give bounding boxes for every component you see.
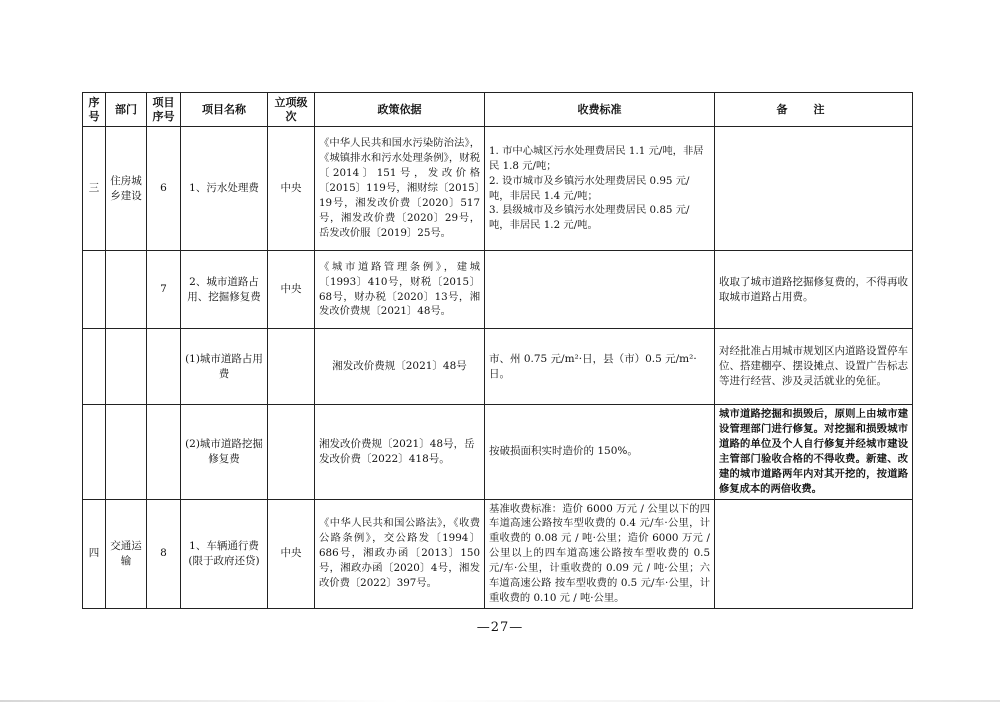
header-policy: 政策依据	[315, 93, 485, 127]
cell-item-no	[147, 405, 181, 500]
cell-item-no	[147, 329, 181, 405]
cell-level: 中央	[268, 251, 315, 329]
cell-policy: 《城市道路管理条例》，建城〔1993〕410号，财税〔2015〕68号，财办税〔2020〕13号，湘发改价费规〔2021〕48号。	[315, 251, 485, 329]
page-number: —27—	[476, 620, 524, 635]
cell-item-no: 6	[147, 127, 181, 251]
cell-item-name: 1、污水处理费	[181, 127, 268, 251]
cell-policy: 《中华人民共和国水污染防治法》，《城镇排水和污水处理条例》，财税〔2014〕151号，发改价格〔2015〕119号，湘财综〔2015〕19号，湘发改价费〔2020〕517号，湘发改价费〔2020〕29号，岳发改价服〔2019〕25号。	[315, 127, 485, 251]
cell-item-name: (2)城市道路挖掘修复费	[181, 405, 268, 500]
cell-item-no: 8	[147, 499, 181, 608]
header-remarks: 备注	[715, 93, 913, 127]
cell-dept	[106, 251, 147, 329]
cell-remarks: 对经批准占用城市规划区内道路设置停车位、搭建棚亭、摆设摊点、设置广告标志等进行经营、涉及灵活就业的免征。	[715, 329, 913, 405]
standard-line: 1. 市中心城区污水处理费居民 1.1 元/吨，非居民 1.8 元/吨；	[489, 144, 704, 172]
cell-item-name: 1、车辆通行费(限于政府还贷)	[181, 499, 268, 608]
cell-item-name: 2、城市道路占用、挖掘修复费	[181, 251, 268, 329]
header-seq: 序号	[83, 93, 106, 127]
header-item-no: 项目序号	[147, 93, 181, 127]
scan-edge-artifact	[0, 700, 1000, 702]
cell-policy: 湘发改价费规〔2021〕48号，岳发改价费〔2022〕418号。	[315, 405, 485, 500]
cell-remarks: 城市道路挖掘和损毁后，原则上由城市建设管理部门进行修复。对挖掘和损毁城市道路的单位及个人自行修复并经城市建设主管部门验收合格的不得收费。新建、改建的城市道路两年内对其开挖的，按道路修复成本的两倍收费。	[715, 405, 913, 500]
cell-seq	[83, 251, 106, 329]
cell-standard: 市、州 0.75 元/m²·日，县（市）0.5 元/m²·日。	[485, 329, 715, 405]
fee-table	[82, 92, 913, 609]
header-item-name: 项目名称	[181, 93, 268, 127]
cell-seq	[83, 405, 106, 500]
table-row	[83, 405, 913, 500]
cell-standard: 基准收费标准：造价 6000 万元 / 公里以下的四车道高速公路按车型收费的 0.4 元/车·公里，计重收费的 0.08 元 / 吨·公里；造价 6000 万元 / 公里以上的四车道高速公路按车型收费的 0.5 元/车·公里，计重收费的 0.09 元 / 吨·公里；六车道高速公路 按车型收费的 0.5 元/车·公里，计重收费的 0.10 元 / 吨·公里。	[485, 499, 715, 608]
table-row	[83, 329, 913, 405]
cell-dept	[106, 329, 147, 405]
cell-level: 中央	[268, 499, 315, 608]
table-row	[83, 251, 913, 329]
cell-dept: 住房城乡建设	[106, 127, 147, 251]
cell-dept: 交通运输	[106, 499, 147, 608]
cell-item-name: (1)城市道路占用费	[181, 329, 268, 405]
cell-remarks: 收取了城市道路挖掘修复费的，不得再收取城市道路占用费。	[715, 251, 913, 329]
cell-seq: 四	[83, 499, 106, 608]
cell-remarks	[715, 127, 913, 251]
header-standard: 收费标准	[485, 93, 715, 127]
cell-level: 中央	[268, 127, 315, 251]
cell-standard	[485, 251, 715, 329]
cell-remarks	[715, 499, 913, 608]
cell-seq: 三	[83, 127, 106, 251]
cell-standard	[485, 127, 715, 251]
table-row	[83, 127, 913, 251]
standard-line: 3. 县级城市及乡镇污水处理费居民 0.85 元/吨，非居民 1.2 元/吨。	[489, 204, 690, 232]
cell-policy: 湘发改价费规〔2021〕48号	[315, 329, 485, 405]
header-level: 立项级次	[268, 93, 315, 127]
table-row	[83, 499, 913, 608]
table-header-row	[83, 93, 913, 127]
cell-dept	[106, 405, 147, 500]
standard-line: 2. 设市城市及乡镇污水处理费居民 0.95 元/吨，非居民 1.4 元/吨；	[489, 174, 690, 202]
cell-seq	[83, 329, 106, 405]
cell-level	[268, 329, 315, 405]
cell-item-no: 7	[147, 251, 181, 329]
header-dept: 部门	[106, 93, 147, 127]
cell-standard: 按破损面积实时造价的 150%。	[485, 405, 715, 500]
cell-policy: 《中华人民共和国公路法》，《收费公路条例》，交公路发〔1994〕686号，湘政办函〔2013〕150号，湘政办函〔2020〕4号，湘发改价费〔2022〕397号。	[315, 499, 485, 608]
cell-level	[268, 405, 315, 500]
